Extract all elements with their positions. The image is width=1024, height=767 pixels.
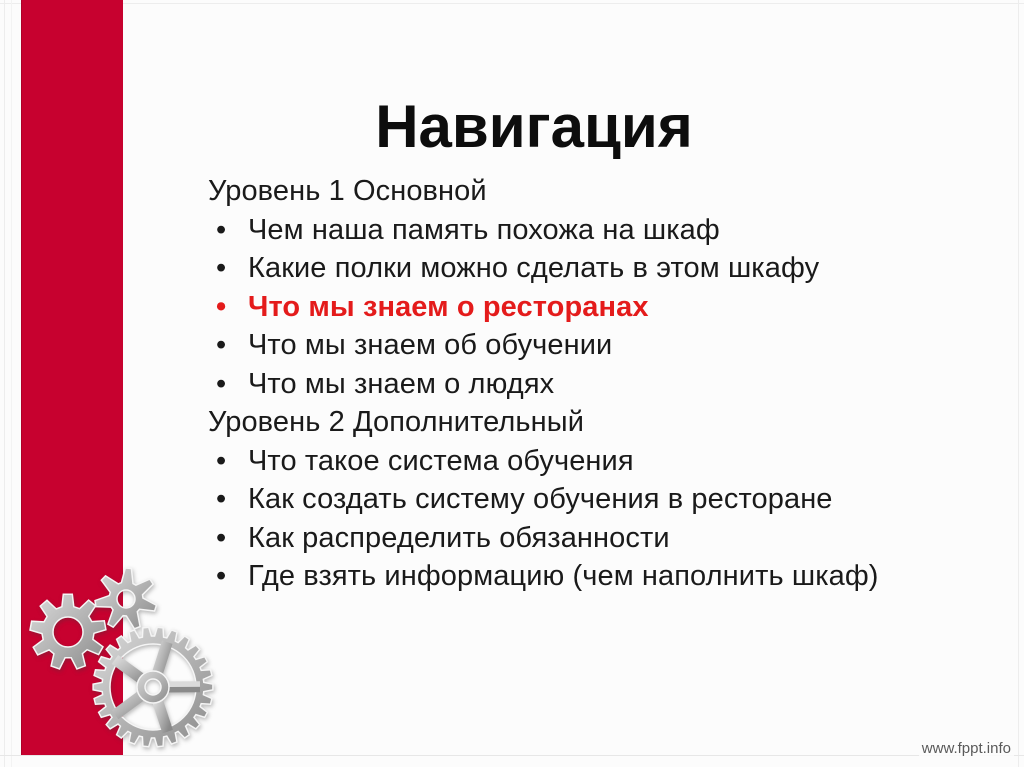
- line-text: Что мы знаем о ресторанах: [248, 290, 649, 323]
- frame-line-left-inner: [11, 0, 12, 767]
- bullet-marker: •: [216, 444, 227, 477]
- list-item: [208, 326, 998, 365]
- gears-decoration: [20, 563, 222, 755]
- gear-icon-medium: [30, 594, 106, 669]
- line-text: Как создать систему обучения в ресторане: [248, 483, 833, 515]
- bullet-marker: •: [216, 252, 227, 284]
- list-item: [208, 480, 998, 519]
- line-text: Уровень 1 Основной: [208, 175, 487, 207]
- line-text: Где взять информацию (чем наполнить шкаф): [248, 560, 879, 592]
- bullet-marker: •: [216, 560, 227, 592]
- bullet-marker: •: [216, 483, 227, 515]
- line-text: Что мы знаем о людях: [248, 367, 555, 400]
- bullet-marker: •: [216, 367, 227, 400]
- bullet-marker: •: [216, 213, 227, 246]
- watermark-url: www.fppt.info: [919, 740, 1014, 757]
- bullet-marker: •: [216, 521, 227, 554]
- line-text: Чем наша память похожа на шкаф: [248, 213, 720, 246]
- list-item: [208, 288, 998, 327]
- line-text: Какие полки можно сделать в этом шкафу: [248, 252, 820, 284]
- bullet-marker: •: [216, 290, 227, 323]
- line-text: Что такое система обучения: [248, 444, 634, 477]
- frame-line-left: [4, 0, 5, 767]
- line-text: Уровень 2 Дополнительный: [208, 406, 584, 438]
- list-item: [208, 211, 998, 250]
- section-heading: [208, 172, 998, 211]
- gear-icon-small: [95, 568, 156, 629]
- page-title: Навигация: [375, 93, 693, 161]
- content-list: [208, 172, 998, 596]
- bullet-marker: •: [216, 329, 227, 361]
- line-text: Что мы знаем об обучении: [248, 329, 613, 361]
- gear-icon-large: [93, 627, 213, 747]
- line-text: Как распределить обязанности: [248, 521, 670, 554]
- list-item: [208, 557, 998, 596]
- frame-line-bottom: [0, 755, 1024, 756]
- list-item: [208, 365, 998, 404]
- list-item: [208, 249, 998, 288]
- section-heading: [208, 403, 998, 442]
- frame-line-top: [0, 3, 1024, 4]
- list-item: [208, 442, 998, 481]
- list-item: [208, 519, 998, 558]
